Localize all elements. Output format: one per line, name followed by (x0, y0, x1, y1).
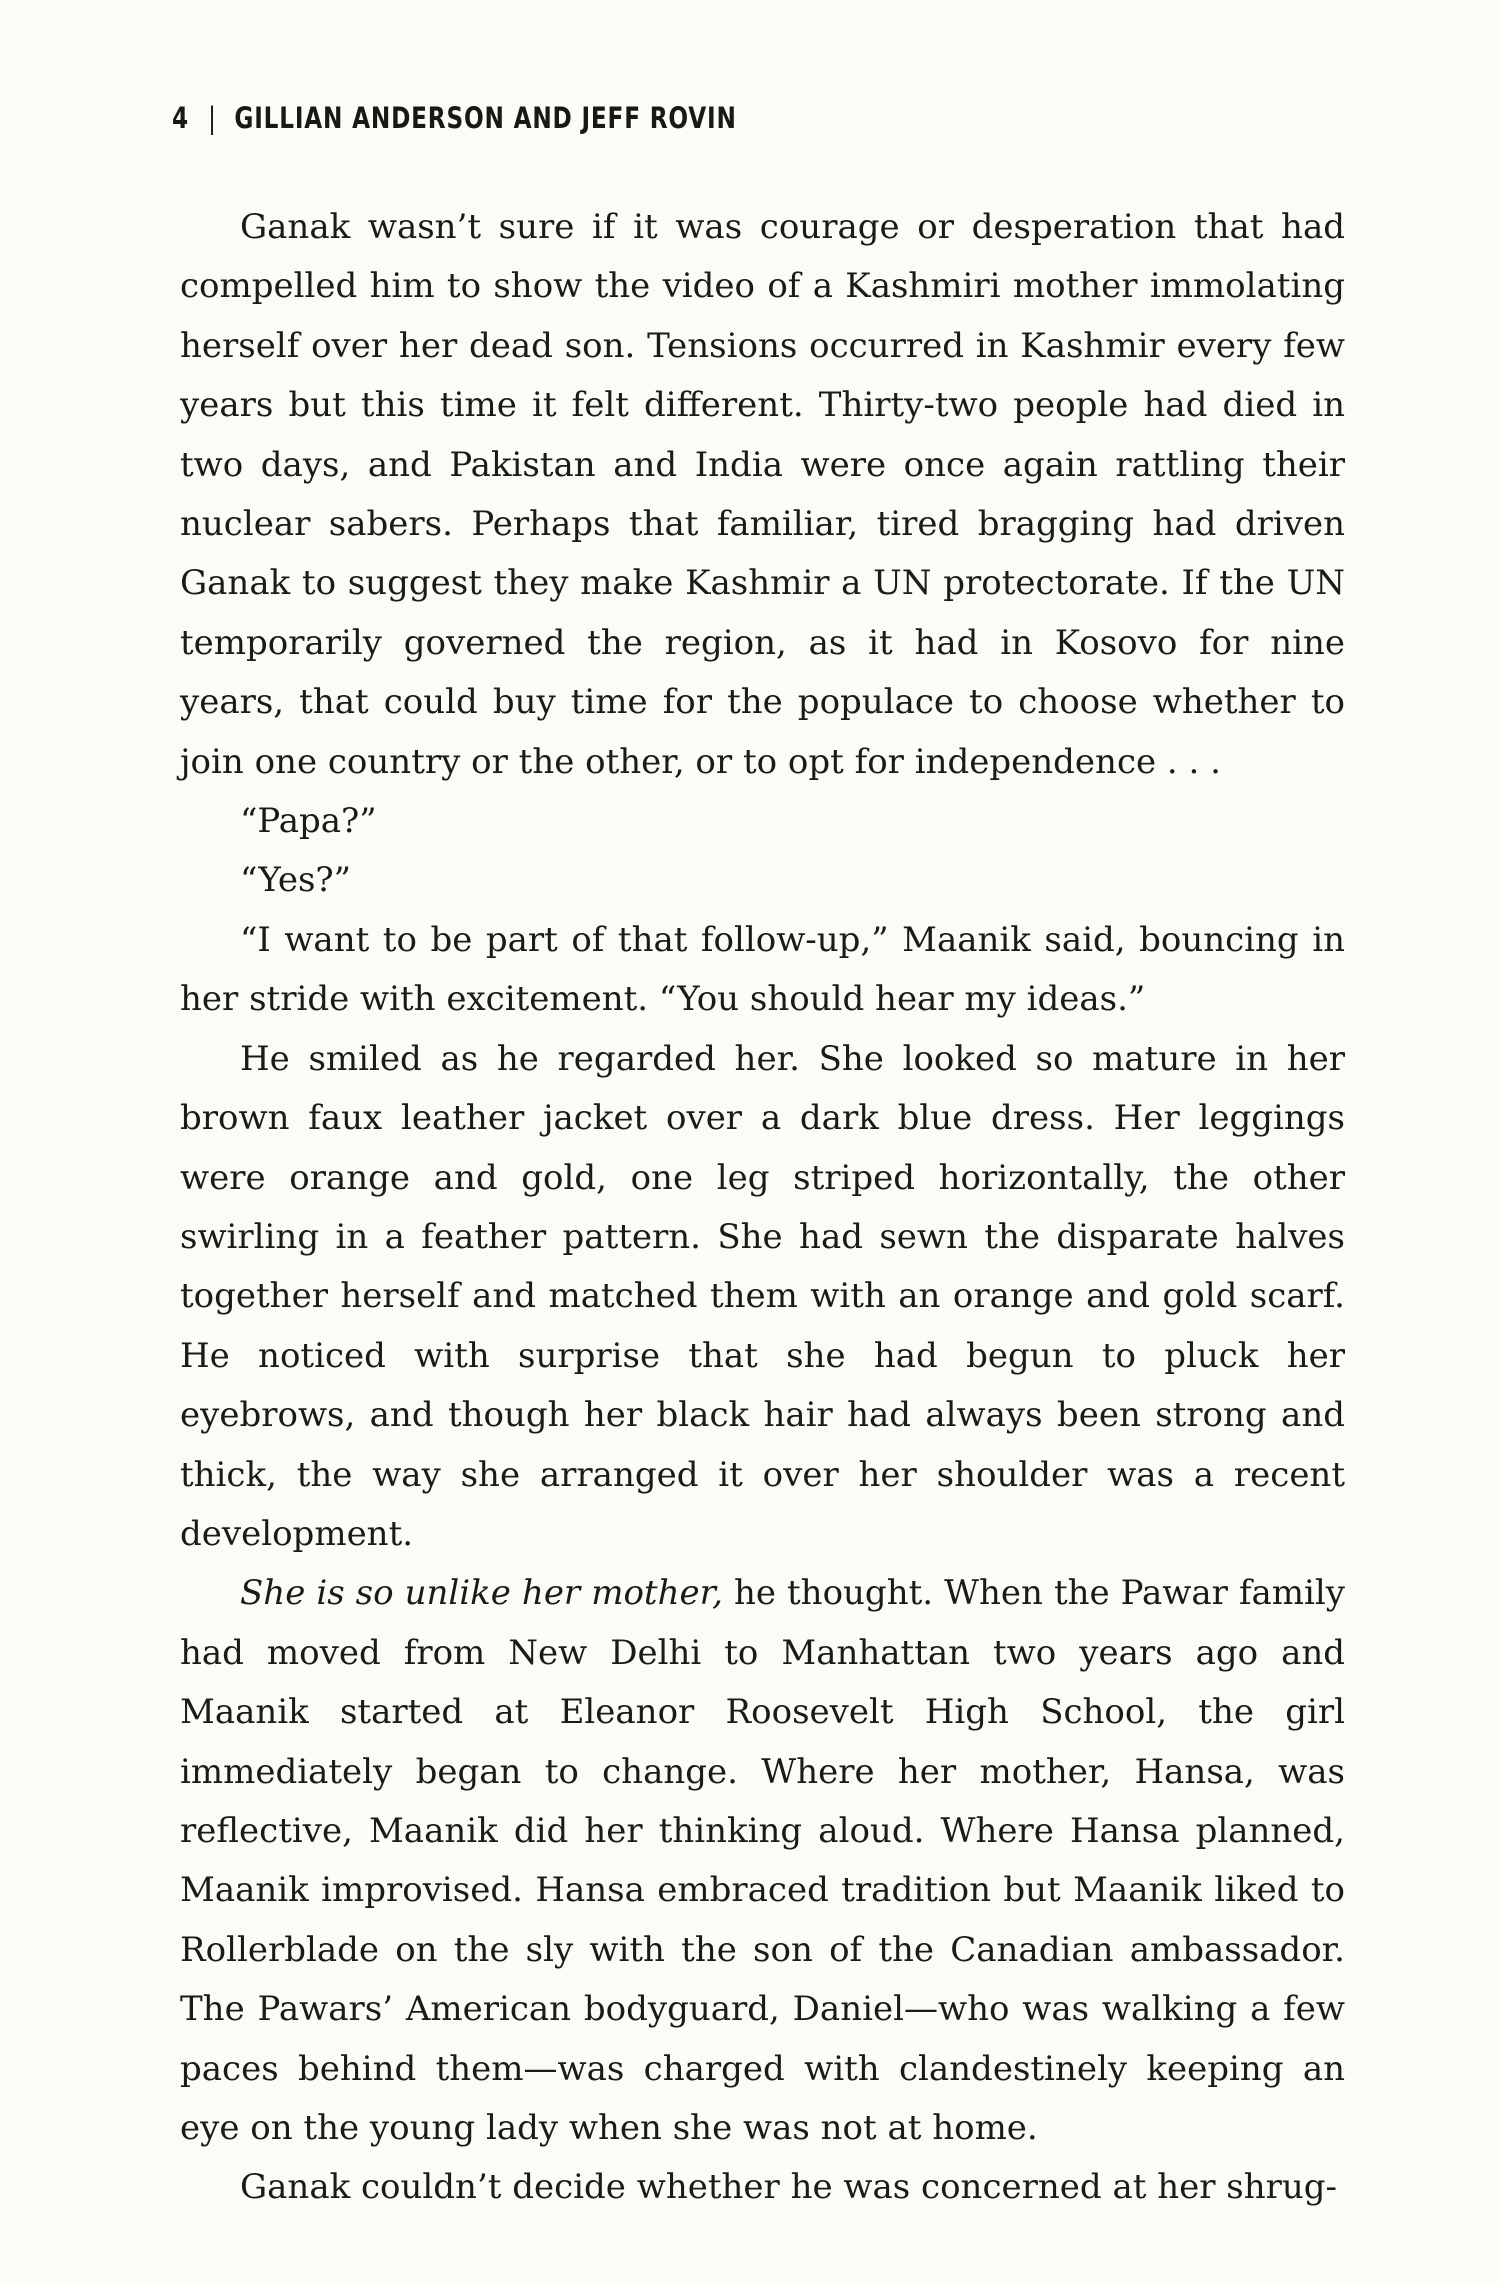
paragraph-2: “Papa?” (240, 801, 377, 842)
paragraph-4: “I want to be part of that follow-up,” Maanik said, bouncing in her stride with excitement. “You should hear my ideas.” (180, 919, 1345, 1020)
paragraph-1: Ganak wasn’t sure if it was courage or desperation that had compelled him to show the video of a Kashmiri mother immolating herself over her dead son. Tensions occurred in Kashmir every few years but this time it felt different. Thirty-two people had died in two days, and Pakistan and India were once again rattling their nuclear sabers. Perhaps that familiar, tired bragging had driven Ganak to suggest they make Kashmir a UN protectorate. If the UN temporarily governed the region, as it had in Kosovo for nine years, that could buy time for the populace to choose whether to join one country or the other, or to opt for independence . . . (180, 207, 1345, 782)
header-separator: | (208, 101, 217, 135)
page-number: 4 (172, 101, 189, 135)
body-text (180, 198, 1345, 2218)
paragraph-6-text: he thought. When the Pawar family had moved from New Delhi to Manhattan two years ago and Maanik started at Eleanor Roosevelt High School, the girl immediately began to change. Where her mother, Hansa, was reflective, Maanik did her thinking aloud. Where Hansa planned, Maanik improvised. Hansa embraced tradition but Maanik liked to Rollerblade on the sly with the son of the Canadian ambassador. The Pawars’ American bodyguard, Daniel—who was walking a few paces behind them—was charged with clandestinely keeping an eye on the young lady when she was not at home. (180, 1573, 1346, 2148)
paragraph-7: Ganak couldn’t decide whether he was concerned at her shrug- (240, 2167, 1338, 2208)
paragraph-3: “Yes?” (240, 860, 351, 901)
paragraph-6 (180, 1564, 1345, 2158)
italic-thought: She is so unlike her mother, (240, 1573, 723, 1614)
running-head (172, 101, 737, 135)
paragraph-5: He smiled as he regarded her. She looked so mature in her brown faux leather jacket over a dark blue dress. Her leggings were orange and gold, one leg striped horizontally, the other swirling in a feather pattern. She had sewn the disparate halves together herself and matched them with an orange and gold scarf. He noticed with surprise that she had begun to pluck her eyebrows, and though her black hair had always been strong and thick, the way she arranged it over her shoulder was a recent development. (180, 1038, 1345, 1554)
author-names: GILLIAN ANDERSON AND JEFF ROVIN (234, 101, 737, 135)
